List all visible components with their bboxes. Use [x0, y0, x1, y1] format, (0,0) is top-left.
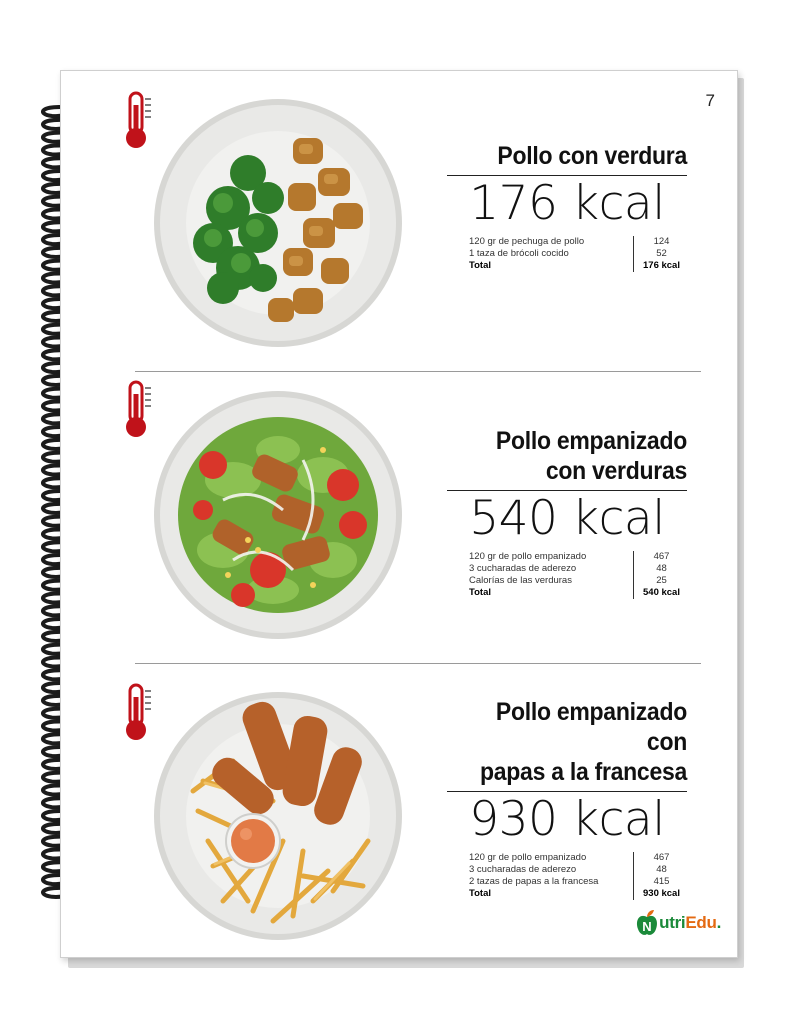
- page-number: 7: [705, 91, 715, 110]
- apple-leaf-icon: [635, 909, 659, 937]
- item-label: 120 gr de pollo empanizado: [469, 551, 587, 562]
- total-label: Total: [469, 888, 491, 899]
- thermometer-icon: [119, 91, 155, 151]
- dish-section-1: [61, 81, 739, 371]
- plate-image-chicken-broccoli: [153, 98, 403, 348]
- thermometer-icon: [119, 380, 155, 440]
- calorie-breakdown: [469, 551, 689, 599]
- logo-accent: Edu: [685, 913, 717, 932]
- logo-text: [659, 913, 721, 933]
- breakdown-row: [469, 864, 689, 876]
- total-value: 540 kcal: [633, 587, 689, 599]
- section-divider: [135, 371, 701, 372]
- item-value: 52: [633, 248, 689, 260]
- total-value: 930 kcal: [633, 888, 689, 900]
- item-label: 120 gr de pechuga de pollo: [469, 236, 585, 247]
- section-divider: [135, 663, 701, 664]
- dish-info-3: [447, 697, 687, 900]
- total-label: Total: [469, 260, 491, 271]
- item-label: 3 cucharadas de aderezo: [469, 563, 577, 574]
- dish-section-2: [61, 376, 739, 666]
- dish-title: [466, 426, 687, 486]
- item-label: 1 taza de brócoli cocido: [469, 248, 569, 259]
- item-value: 48: [633, 563, 689, 575]
- thermometer-icon: [119, 683, 155, 743]
- item-label: 2 tazas de papas a la francesa: [469, 876, 599, 887]
- breakdown-row: [469, 563, 689, 575]
- item-value: 124: [633, 236, 689, 248]
- breakdown-row: [469, 852, 689, 864]
- dish-kcal: 176 kcal: [469, 176, 665, 231]
- dish-info-1: [447, 141, 687, 272]
- plate-image-breaded-chicken-salad: [153, 390, 403, 640]
- logo-initial: N: [642, 919, 652, 934]
- breakdown-row: [469, 575, 689, 587]
- breakdown-total: [469, 587, 689, 599]
- logo-suffix: .: [716, 913, 721, 932]
- plate-image-chicken-fries: [153, 691, 403, 941]
- logo-main: utri: [659, 913, 686, 932]
- total-value: 176 kcal: [633, 260, 689, 272]
- dish-info-2: [447, 426, 687, 599]
- calorie-breakdown: [469, 852, 689, 900]
- item-value: 48: [633, 864, 689, 876]
- dish-title-line: con verduras: [545, 457, 687, 485]
- calorie-breakdown: [469, 236, 689, 272]
- nutriedu-logo: [635, 907, 721, 939]
- dish-title-line: papas a la francesa: [480, 758, 687, 786]
- dish-title: [466, 697, 687, 787]
- item-value: 415: [633, 876, 689, 888]
- item-label: 120 gr de pollo empanizado: [469, 852, 587, 863]
- dish-title-line: Pollo empanizado con: [495, 698, 687, 756]
- dish-kcal: 540 kcal: [469, 491, 665, 546]
- dish-title-line: Pollo con verdura: [497, 142, 687, 170]
- item-label: Calorías de las verduras: [469, 575, 572, 586]
- item-label: 3 cucharadas de aderezo: [469, 864, 577, 875]
- recipe-page: [60, 70, 738, 958]
- item-value: 467: [633, 852, 689, 864]
- breakdown-total: [469, 260, 689, 272]
- total-label: Total: [469, 587, 491, 598]
- dish-title: [466, 141, 687, 171]
- breakdown-row: [469, 551, 689, 563]
- breakdown-total: [469, 888, 689, 900]
- breakdown-row: [469, 248, 689, 260]
- dish-kcal: 930 kcal: [469, 792, 665, 847]
- item-value: 25: [633, 575, 689, 587]
- breakdown-row: [469, 876, 689, 888]
- dish-title-line: Pollo empanizado: [495, 427, 687, 455]
- item-value: 467: [633, 551, 689, 563]
- breakdown-row: [469, 236, 689, 248]
